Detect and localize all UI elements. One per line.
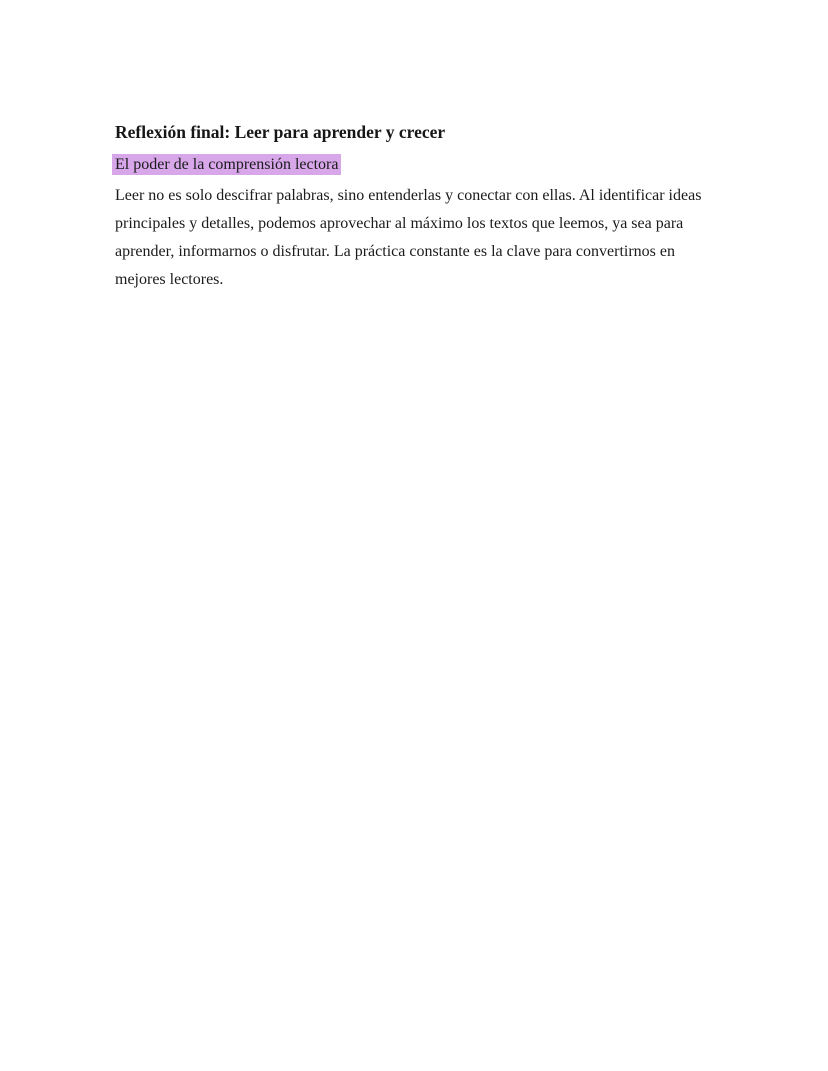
paragraph-line: principales y detalles, podemos aprovechar al máximo los textos que leemos, ya sea para xyxy=(115,215,684,232)
body-paragraph xyxy=(115,182,755,294)
paragraph-line: aprender, informarnos o disfrutar. La práctica constante es la clave para convertirnos en xyxy=(115,243,675,260)
document-heading: Reflexión final: Leer para aprender y crecer xyxy=(115,122,446,142)
highlighted-text: El poder de la comprensión lectora xyxy=(112,154,341,175)
paragraph-line: Leer no es solo descifrar palabras, sino entenderlas y conectar con ellas. Al identificar ideas xyxy=(115,187,702,204)
paragraph-line: mejores lectores. xyxy=(115,271,224,288)
document-content xyxy=(115,122,755,294)
highlighted-subtitle-line xyxy=(115,152,755,177)
